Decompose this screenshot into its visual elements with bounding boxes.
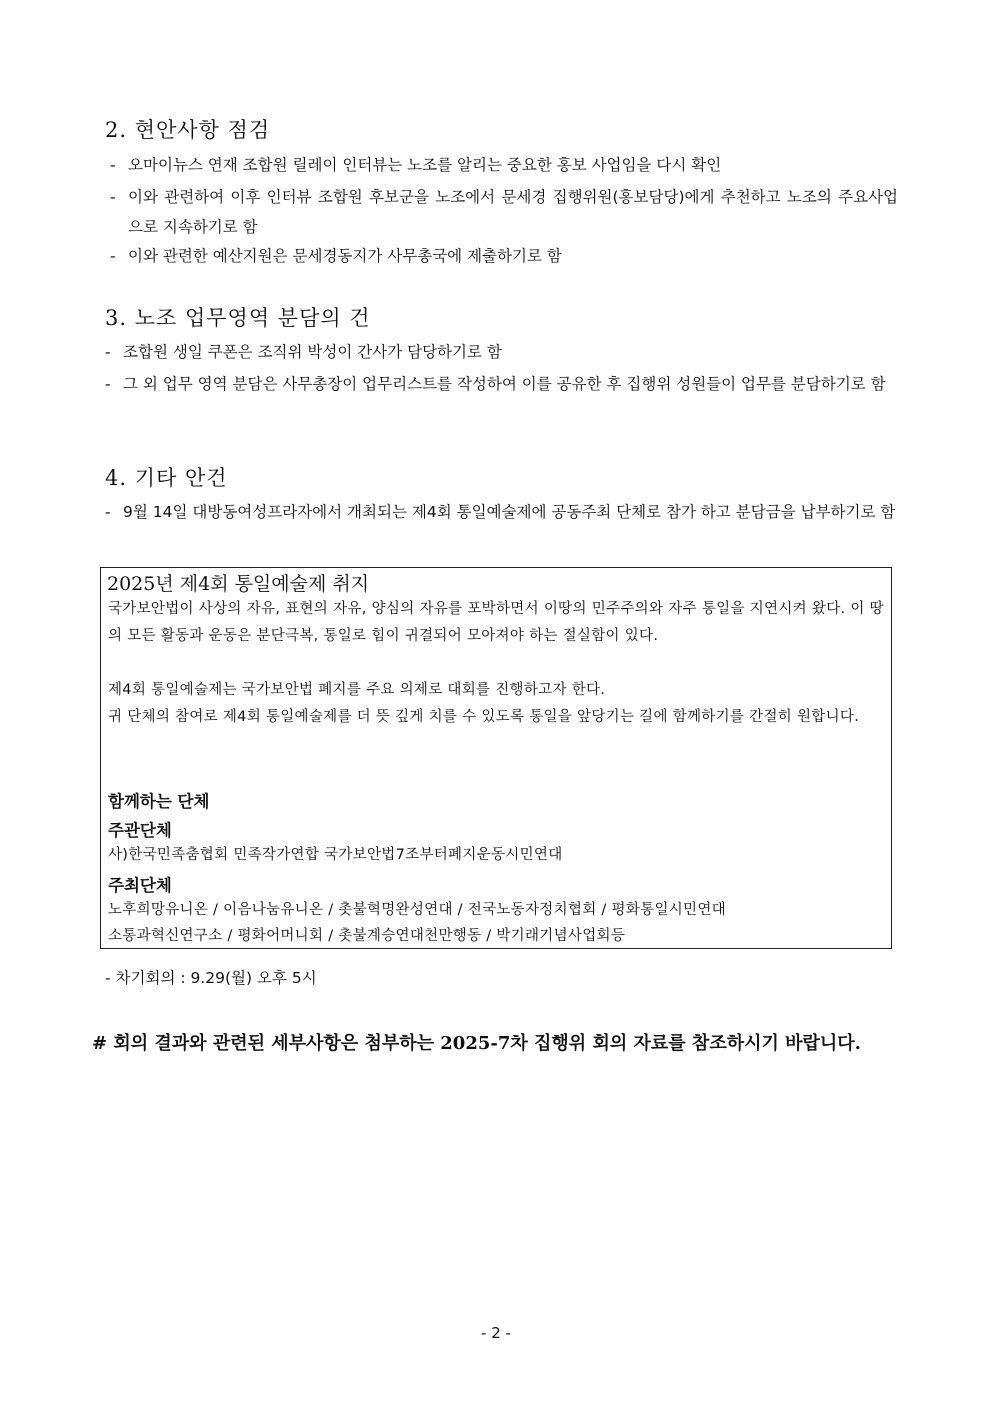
- list-item-text: 이와 관련하여 이후 인터뷰 조합원 후보군을 노조에서 문세경 집행위원(홍보담당)에게 추천하고 노조의 주요사업으로 지속하기로 함: [128, 188, 898, 236]
- list-item: - 조합원 생일 쿠폰은 조직위 박성이 간사가 담당하기로 함: [105, 337, 898, 367]
- list-item-text: 그 외 업무 영역 분담은 사무총장이 업무리스트를 작성하여 이를 공유한 후 집행위 성원들이 업무를 분담하기로 함: [123, 375, 886, 393]
- host-orgs: 사)한국민족춤협회 민족작가연합 국가보안법7조부터폐지운동시민연대: [108, 847, 563, 863]
- list-item: - 이와 관련한 예산지원은 문세경동지가 사무총국에 제출하기로 함: [110, 241, 898, 271]
- list-item: - 오마이뉴스 연재 조합원 릴레이 인터뷰는 노조를 알리는 중요한 홍보 사업임을 다시 확인: [110, 150, 898, 180]
- list-item: - 이와 관련하여 이후 인터뷰 조합원 후보군을 노조에서 문세경 집행위원(홍보담당)에게 추천하고 노조의 주요사업으로 지속하기로 함: [110, 182, 898, 242]
- box-paragraph: 귀 단체의 참여로 제4회 통일예술제를 더 뜻 깊게 치를 수 있도록 통일을 앞당기는 길에 함께하기를 간절히 원합니다.: [108, 709, 860, 725]
- list-item-text: 오마이뉴스 연재 조합원 릴레이 인터뷰는 노조를 알리는 중요한 홍보 사업임을 다시 확인: [128, 156, 722, 174]
- cohost-heading: 주최단체: [108, 876, 172, 895]
- box-paragraph: 제4회 통일예술제는 국가보안법 폐지를 주요 의제로 대회를 진행하고자 한다.: [108, 682, 606, 698]
- list-item: - 9월 14일 대방동여성프라자에서 개최되는 제4회 통일예술제에 공동주최 단체로 참가 하고 분담금을 납부하기로 함: [105, 497, 898, 527]
- page-number: - 2 -: [481, 1324, 511, 1342]
- together-heading: 함께하는 단체: [108, 792, 210, 811]
- section-3-heading: 3. 노조 업무영역 분담의 건: [105, 306, 371, 330]
- cohost-orgs-line: 노후희망유니온 / 이음나눔유니온 / 촛불혁명완성연대 / 전국노동자정치협회 / 평화통일시민연대: [108, 902, 726, 918]
- host-heading: 주관단체: [108, 821, 172, 840]
- section-4-heading: 4. 기타 안건: [105, 466, 228, 490]
- box-title: 2025년 제4회 통일예술제 취지: [107, 573, 370, 595]
- closing-note: # 회의 결과와 관련된 세부사항은 첨부하는 2025-7차 집행위 회의 자료를 참조하시기 바랍니다.: [92, 1033, 861, 1054]
- list-item-text: 이와 관련한 예산지원은 문세경동지가 사무총국에 제출하기로 함: [128, 247, 562, 265]
- box-paragraph: 국가보안법이 사상의 자유, 표현의 자유, 양심의 자유를 포박하면서 이땅의 민주주의와 자주 통일을 지연시켜 왔다. 이 땅의 모든 활동과 운동은 분단극복, 통일로 힘이 귀결되어 모아져야 하는 절실함이 있다.: [108, 601, 884, 644]
- section-2-heading: 2. 현안사항 점검: [105, 118, 271, 142]
- festival-info-box: [100, 567, 892, 949]
- list-item-text: 조합원 생일 쿠폰은 조직위 박성이 간사가 담당하기로 함: [123, 343, 502, 361]
- next-meeting: - 차기회의 : 9.29(월) 오후 5시: [105, 969, 317, 987]
- list-item: - 그 외 업무 영역 분담은 사무총장이 업무리스트를 작성하여 이를 공유한 후 집행위 성원들이 업무를 분담하기로 함: [105, 369, 898, 399]
- cohost-orgs-line: 소통과혁신연구소 / 평화어머니회 / 촛불계승연대천만행동 / 박기래기념사업회등: [108, 928, 626, 944]
- list-item-text: 9월 14일 대방동여성프라자에서 개최되는 제4회 통일예술제에 공동주최 단체로 참가 하고 분담금을 납부하기로 함: [123, 503, 896, 521]
